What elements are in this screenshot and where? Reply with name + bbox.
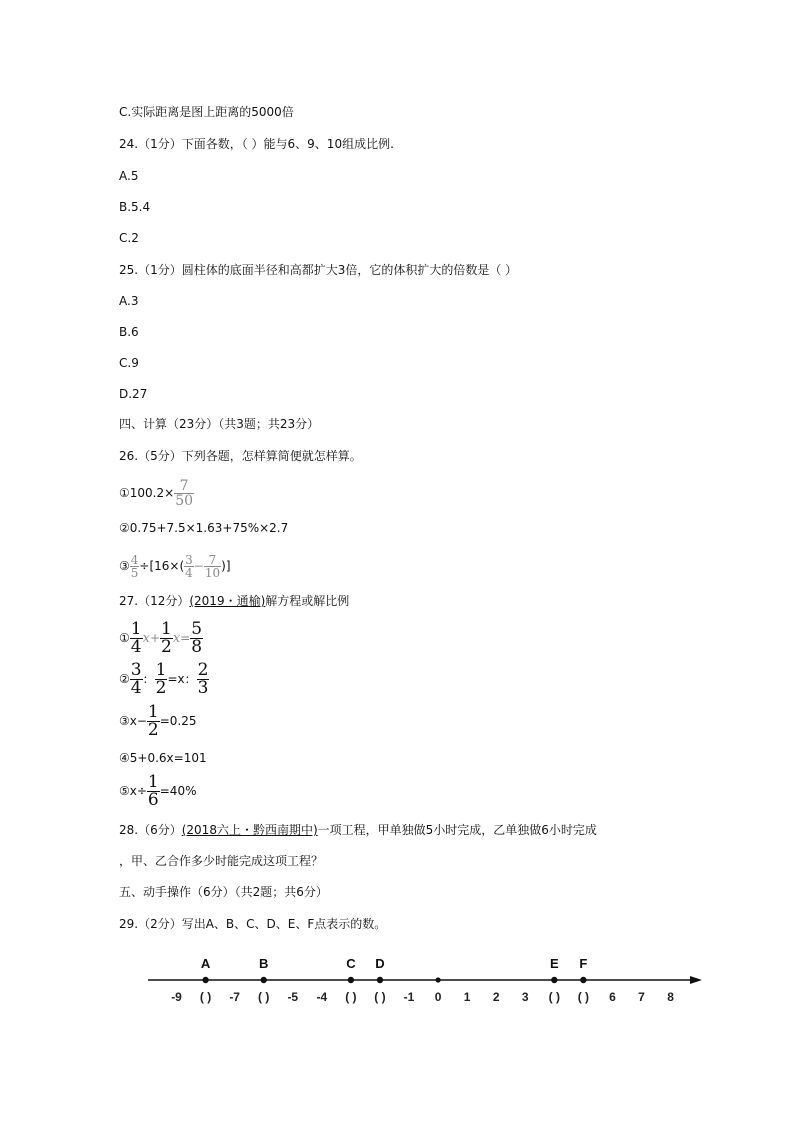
- q26-item-1-text: 100.2×: [129, 486, 175, 500]
- tick-label: ( ): [345, 990, 357, 1004]
- fraction-3-4-b: $\frac{3}{4}$: [130, 660, 142, 698]
- fraction-5-8: $\frac{5}{8}$: [191, 619, 203, 657]
- point-f-label: F: [579, 956, 588, 971]
- point-b-dot: [261, 977, 267, 983]
- tick-label: -9: [171, 990, 182, 1004]
- q27-source-link[interactable]: (2019・通榆): [189, 594, 266, 608]
- fraction-4-5: $\frac{4}{5}$: [130, 553, 139, 580]
- option-24-a: A.5: [119, 169, 139, 183]
- fraction-1-2-b: $\frac{1}{2}$: [155, 660, 167, 698]
- point-d-dot: [377, 977, 383, 983]
- fraction-3-4: $\frac{3}{4}$: [185, 553, 193, 580]
- q26-item-1-label: ①: [119, 486, 130, 500]
- tick-label: 3: [521, 990, 529, 1004]
- fraction-2-3: $\frac{2}{3}$: [197, 660, 209, 698]
- tick-label: -7: [229, 990, 240, 1004]
- option-25-c: C.9: [119, 356, 139, 370]
- tick-label: 8: [667, 990, 674, 1004]
- question-27: 27.（12分）(2019・通榆)解方程或解比例: [119, 594, 350, 608]
- number-line: [140, 948, 710, 1010]
- fraction-7-10: $\frac{7}{10}$: [204, 553, 221, 580]
- tick-label: 2: [492, 990, 500, 1004]
- tick-label: 0: [434, 990, 442, 1004]
- tick-label: -1: [403, 990, 415, 1004]
- origin-dot: [435, 977, 440, 982]
- q27-equation-1: ① $\frac{1}{4}$ x+ $\frac{1}{2}$ x= $\frac{5}{8}$: [119, 619, 203, 657]
- q26-item-2: ②0.75+7.5×1.63+75%×2.7: [119, 521, 289, 535]
- number-line-arrow-icon: [690, 976, 702, 984]
- tick-label: ( ): [548, 990, 560, 1004]
- question-26: 26.（5分）下列各题，怎样算简便就怎样算。: [119, 449, 362, 463]
- question-29: 29.（2分）写出A、B、C、D、E、F点表示的数。: [119, 917, 387, 931]
- question-28-line-2: ，甲、乙合作多少时能完成这项工程？: [119, 854, 324, 868]
- point-d-label: D: [375, 956, 385, 971]
- option-25-d: D.27: [119, 387, 148, 401]
- section-5-heading: 五、动手操作（6分）（共2题；共6分）: [119, 885, 328, 899]
- point-b-label: B: [259, 956, 269, 971]
- point-e-label: E: [549, 956, 559, 971]
- point-c-dot: [348, 977, 354, 983]
- tick-label: -5: [287, 990, 299, 1004]
- question-24: 24.（1分）下面各数，（ ）能与6、9、10组成比例.: [119, 137, 394, 151]
- q26-item-1: [119, 476, 194, 510]
- fraction-7-50: $\frac{7}{50}$: [175, 478, 194, 509]
- tick-label: -4: [316, 990, 328, 1004]
- point-c-label: C: [346, 956, 356, 971]
- tick-label: 6: [609, 990, 616, 1004]
- question-28: 28.（6分）(2018六上・黔西南期中)一项工程，甲单独做5小时完成，乙单独做6小时完成: [119, 823, 597, 837]
- q27-equation-4: ④5+0.6x=101: [119, 751, 207, 765]
- tick-label: ( ): [374, 990, 386, 1004]
- option-24-c: C.2: [119, 231, 139, 245]
- option-24-b: B.5.4: [119, 200, 151, 214]
- q28-source-link[interactable]: (2018六上・黔西南期中): [181, 823, 318, 837]
- q27-equation-5: ⑤x÷ $\frac{1}{6}$ =40%: [119, 772, 197, 810]
- option-24-prev-c: C.实际距离是图上距离的5000倍: [119, 105, 294, 119]
- point-a-dot: [202, 977, 208, 983]
- tick-label: 7: [638, 990, 645, 1004]
- point-f-dot: [580, 977, 586, 983]
- fraction-1-2-c: $\frac{1}{2}$: [147, 702, 159, 740]
- section-4-heading: 四、计算（23分）（共3题；共23分）: [119, 417, 320, 431]
- fraction-1-2: $\frac{1}{2}$: [161, 619, 172, 657]
- q27-equation-3: ③x− $\frac{1}{2}$ =0.25: [119, 702, 197, 740]
- tick-label: ( ): [577, 990, 590, 1004]
- fraction-1-6: $\frac{1}{6}$: [147, 772, 159, 810]
- fraction-1-4: $\frac{1}{4}$: [130, 619, 142, 657]
- q26-item-3: ③ $\frac{4}{5}$ ÷[16×( $\frac{3}{4}$ − $\frac{7}{10}$ )]: [119, 553, 231, 580]
- point-e-dot: [551, 977, 557, 983]
- option-25-b: B.6: [119, 325, 139, 339]
- question-25: 25.（1分）圆柱体的底面半径和高都扩大3倍，它的体积扩大的倍数是（ ）: [119, 263, 518, 277]
- point-a-label: A: [200, 956, 211, 971]
- tick-label: ( ): [258, 990, 270, 1004]
- q27-equation-2: ② $\frac{3}{4}$ ： $\frac{1}{2}$ =x： $\frac{2}{3}$: [119, 660, 209, 698]
- tick-label: ( ): [199, 990, 212, 1004]
- option-25-a: A.3: [119, 294, 139, 308]
- tick-label: 1: [463, 990, 471, 1004]
